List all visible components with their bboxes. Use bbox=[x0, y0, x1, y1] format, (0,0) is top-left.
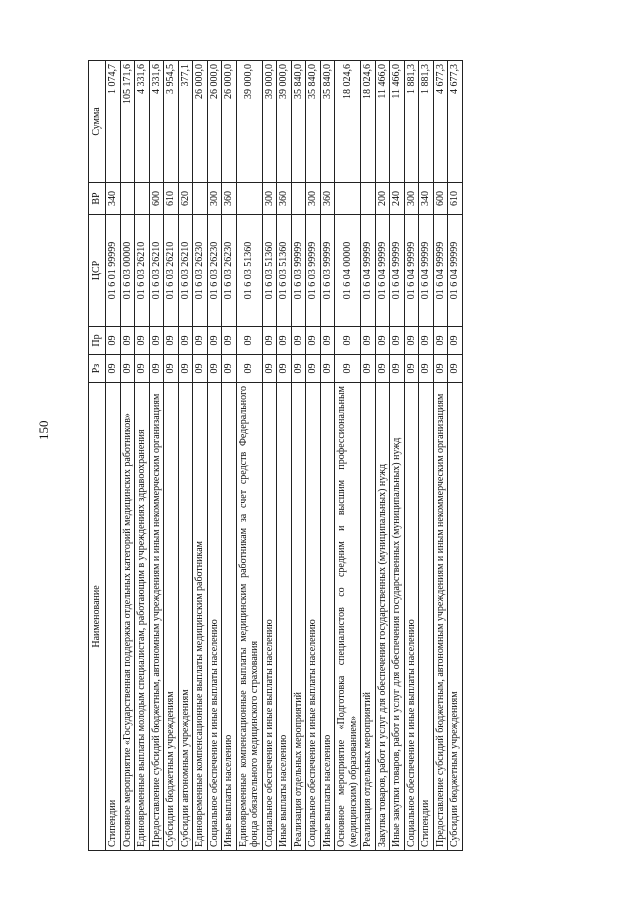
cell-rz: 09 bbox=[404, 355, 419, 383]
cell-sum: 26 000,0 bbox=[193, 61, 208, 183]
cell-vr: 300 bbox=[207, 183, 222, 215]
cell-pr: 09 bbox=[448, 327, 463, 355]
table-row bbox=[178, 61, 193, 851]
cell-rz: 09 bbox=[361, 355, 376, 383]
cell-pr: 09 bbox=[306, 327, 321, 355]
cell-pr: 09 bbox=[291, 327, 306, 355]
table-row bbox=[106, 61, 121, 851]
cell-csr: 01 6 04 99999 bbox=[433, 215, 448, 327]
cell-sum: 4 331,6 bbox=[135, 61, 150, 183]
cell-vr: 340 bbox=[419, 183, 434, 215]
rotated-table-container bbox=[88, 61, 554, 851]
cell-vr: 340 bbox=[106, 183, 121, 215]
cell-csr: 01 6 03 26210 bbox=[178, 215, 193, 327]
cell-sum: 39 000,0 bbox=[236, 61, 262, 183]
cell-pr: 09 bbox=[135, 327, 150, 355]
cell-vr: 300 bbox=[404, 183, 419, 215]
cell-vr bbox=[193, 183, 208, 215]
cell-rz: 09 bbox=[164, 355, 179, 383]
cell-pr: 09 bbox=[120, 327, 135, 355]
header-rz: Рз bbox=[89, 355, 106, 383]
header-pr: Пр bbox=[89, 327, 106, 355]
cell-sum: 18 024,6 bbox=[335, 61, 361, 183]
table-row bbox=[375, 61, 390, 851]
cell-vr bbox=[335, 183, 361, 215]
header-vr: ВР bbox=[89, 183, 106, 215]
cell-csr: 01 6 04 99999 bbox=[419, 215, 434, 327]
cell-name: Социальное обеспечение и иные выплаты населению bbox=[262, 383, 277, 851]
cell-pr: 09 bbox=[390, 327, 405, 355]
cell-rz: 09 bbox=[135, 355, 150, 383]
table-row bbox=[335, 61, 361, 851]
table-row bbox=[419, 61, 434, 851]
cell-pr: 09 bbox=[335, 327, 361, 355]
cell-name: Стипендии bbox=[106, 383, 121, 851]
cell-rz: 09 bbox=[277, 355, 292, 383]
table-row bbox=[448, 61, 463, 851]
cell-csr: 01 6 01 99999 bbox=[106, 215, 121, 327]
cell-csr: 01 6 03 00000 bbox=[120, 215, 135, 327]
cell-name: Стипендии bbox=[419, 383, 434, 851]
cell-vr: 360 bbox=[222, 183, 237, 215]
cell-sum: 4 331,6 bbox=[149, 61, 164, 183]
cell-sum: 11 466,0 bbox=[390, 61, 405, 183]
cell-pr: 09 bbox=[222, 327, 237, 355]
cell-name: Социальное обеспечение и иные выплаты населению bbox=[207, 383, 222, 851]
cell-pr: 09 bbox=[277, 327, 292, 355]
cell-pr: 09 bbox=[178, 327, 193, 355]
cell-rz: 09 bbox=[106, 355, 121, 383]
cell-pr: 09 bbox=[106, 327, 121, 355]
table-row bbox=[291, 61, 306, 851]
cell-vr: 610 bbox=[448, 183, 463, 215]
table-row bbox=[277, 61, 292, 851]
cell-sum: 35 840,0 bbox=[306, 61, 321, 183]
cell-name: Закупка товаров, работ и услуг для обеспечения государственных (муниципальных) нужд bbox=[375, 383, 390, 851]
table-row bbox=[222, 61, 237, 851]
cell-name: Иные выплаты населению bbox=[277, 383, 292, 851]
cell-sum: 377,1 bbox=[178, 61, 193, 183]
table-row bbox=[135, 61, 150, 851]
cell-name: Иные закупки товаров, работ и услуг для обеспечения государственных (муниципальных) нужд bbox=[390, 383, 405, 851]
cell-vr bbox=[120, 183, 135, 215]
cell-csr: 01 6 04 99999 bbox=[404, 215, 419, 327]
cell-vr bbox=[135, 183, 150, 215]
cell-name: Единовременные компенсационные выплаты медицинским работникам за счет средств Федерального фонда обязательного медицинского страхования bbox=[236, 383, 262, 851]
cell-sum: 11 466,0 bbox=[375, 61, 390, 183]
cell-csr: 01 6 03 51360 bbox=[277, 215, 292, 327]
cell-pr: 09 bbox=[149, 327, 164, 355]
cell-vr bbox=[361, 183, 376, 215]
cell-sum: 39 000,0 bbox=[262, 61, 277, 183]
cell-sum: 105 171,6 bbox=[120, 61, 135, 183]
cell-name: Единовременные выплаты молодым специалистам, работающим в учреждениях здравоохранения bbox=[135, 383, 150, 851]
cell-csr: 01 6 03 99999 bbox=[320, 215, 335, 327]
cell-sum: 35 840,0 bbox=[291, 61, 306, 183]
table-row bbox=[262, 61, 277, 851]
header-csr: ЦСР bbox=[89, 215, 106, 327]
cell-name: Единовременные компенсационные выплаты медицинским работникам bbox=[193, 383, 208, 851]
cell-csr: 01 6 04 99999 bbox=[448, 215, 463, 327]
cell-rz: 09 bbox=[236, 355, 262, 383]
cell-rz: 09 bbox=[262, 355, 277, 383]
cell-sum: 39 000,0 bbox=[277, 61, 292, 183]
cell-pr: 09 bbox=[262, 327, 277, 355]
cell-name: Предоставление субсидий бюджетным, автономным учреждениям и иным некоммерческим организациям bbox=[433, 383, 448, 851]
cell-vr: 360 bbox=[277, 183, 292, 215]
header-sum: Сумма bbox=[89, 61, 106, 183]
cell-sum: 26 000,0 bbox=[222, 61, 237, 183]
cell-csr: 01 6 03 26210 bbox=[149, 215, 164, 327]
cell-csr: 01 6 04 00000 bbox=[335, 215, 361, 327]
cell-pr: 09 bbox=[164, 327, 179, 355]
table-row bbox=[306, 61, 321, 851]
table-row bbox=[193, 61, 208, 851]
cell-csr: 01 6 03 99999 bbox=[306, 215, 321, 327]
cell-name: Основное мероприятие «Государственная поддержка отдельных категорий медицинских работников» bbox=[120, 383, 135, 851]
cell-name: Субсидии бюджетным учреждениям bbox=[448, 383, 463, 851]
cell-pr: 09 bbox=[193, 327, 208, 355]
cell-pr: 09 bbox=[320, 327, 335, 355]
cell-csr: 01 6 03 99999 bbox=[291, 215, 306, 327]
header-name: Наименование bbox=[89, 383, 106, 851]
cell-rz: 09 bbox=[306, 355, 321, 383]
cell-rz: 09 bbox=[419, 355, 434, 383]
cell-csr: 01 6 04 99999 bbox=[375, 215, 390, 327]
cell-pr: 09 bbox=[361, 327, 376, 355]
cell-sum: 1 074,7 bbox=[106, 61, 121, 183]
cell-sum: 4 677,3 bbox=[433, 61, 448, 183]
cell-pr: 09 bbox=[404, 327, 419, 355]
cell-rz: 09 bbox=[335, 355, 361, 383]
table-row bbox=[320, 61, 335, 851]
table-row bbox=[207, 61, 222, 851]
table-row bbox=[149, 61, 164, 851]
cell-rz: 09 bbox=[120, 355, 135, 383]
cell-csr: 01 6 03 51360 bbox=[262, 215, 277, 327]
table-row bbox=[361, 61, 376, 851]
cell-name: Социальное обеспечение и иные выплаты населению bbox=[404, 383, 419, 851]
cell-vr bbox=[236, 183, 262, 215]
cell-sum: 26 000,0 bbox=[207, 61, 222, 183]
cell-rz: 09 bbox=[178, 355, 193, 383]
cell-rz: 09 bbox=[433, 355, 448, 383]
cell-rz: 09 bbox=[207, 355, 222, 383]
cell-name: Основное мероприятие «Подготовка специалистов со средним и высшим профессиональным (медицинским) образованием» bbox=[335, 383, 361, 851]
cell-name: Предоставление субсидий бюджетным, автономным учреждениям и иным некоммерческим организациям bbox=[149, 383, 164, 851]
cell-pr: 09 bbox=[433, 327, 448, 355]
cell-pr: 09 bbox=[375, 327, 390, 355]
cell-sum: 1 881,3 bbox=[419, 61, 434, 183]
cell-csr: 01 6 03 26230 bbox=[222, 215, 237, 327]
cell-vr: 200 bbox=[375, 183, 390, 215]
cell-csr: 01 6 03 26210 bbox=[135, 215, 150, 327]
cell-rz: 09 bbox=[291, 355, 306, 383]
table-row bbox=[404, 61, 419, 851]
cell-sum: 18 024,6 bbox=[361, 61, 376, 183]
table-body bbox=[106, 61, 463, 851]
table-header-row bbox=[89, 61, 106, 851]
table-row bbox=[433, 61, 448, 851]
cell-csr: 01 6 03 51360 bbox=[236, 215, 262, 327]
cell-csr: 01 6 03 26230 bbox=[207, 215, 222, 327]
cell-name: Реализация отдельных мероприятий bbox=[361, 383, 376, 851]
cell-csr: 01 6 03 26230 bbox=[193, 215, 208, 327]
budget-table bbox=[88, 60, 463, 851]
cell-name: Реализация отдельных мероприятий bbox=[291, 383, 306, 851]
cell-vr: 360 bbox=[320, 183, 335, 215]
cell-pr: 09 bbox=[419, 327, 434, 355]
cell-sum: 4 677,3 bbox=[448, 61, 463, 183]
page-number: 150 bbox=[36, 420, 51, 440]
cell-sum: 1 881,3 bbox=[404, 61, 419, 183]
cell-rz: 09 bbox=[320, 355, 335, 383]
cell-rz: 09 bbox=[222, 355, 237, 383]
cell-sum: 3 954,5 bbox=[164, 61, 179, 183]
cell-vr: 600 bbox=[433, 183, 448, 215]
cell-vr bbox=[291, 183, 306, 215]
table-row bbox=[164, 61, 179, 851]
cell-rz: 09 bbox=[193, 355, 208, 383]
table-row bbox=[236, 61, 262, 851]
cell-rz: 09 bbox=[390, 355, 405, 383]
table-row bbox=[390, 61, 405, 851]
cell-name: Иные выплаты населению bbox=[222, 383, 237, 851]
cell-name: Субсидии автономным учреждениям bbox=[178, 383, 193, 851]
cell-name: Субсидии бюджетным учреждениям bbox=[164, 383, 179, 851]
cell-vr: 620 bbox=[178, 183, 193, 215]
cell-csr: 01 6 04 99999 bbox=[361, 215, 376, 327]
cell-sum: 35 840,0 bbox=[320, 61, 335, 183]
cell-name: Социальное обеспечение и иные выплаты населению bbox=[306, 383, 321, 851]
cell-vr: 300 bbox=[306, 183, 321, 215]
cell-pr: 09 bbox=[236, 327, 262, 355]
cell-vr: 610 bbox=[164, 183, 179, 215]
cell-csr: 01 6 04 99999 bbox=[390, 215, 405, 327]
cell-name: Иные выплаты населению bbox=[320, 383, 335, 851]
cell-rz: 09 bbox=[149, 355, 164, 383]
cell-csr: 01 6 03 26210 bbox=[164, 215, 179, 327]
cell-pr: 09 bbox=[207, 327, 222, 355]
table-row bbox=[120, 61, 135, 851]
cell-vr: 300 bbox=[262, 183, 277, 215]
cell-vr: 240 bbox=[390, 183, 405, 215]
cell-rz: 09 bbox=[375, 355, 390, 383]
cell-rz: 09 bbox=[448, 355, 463, 383]
cell-vr: 600 bbox=[149, 183, 164, 215]
